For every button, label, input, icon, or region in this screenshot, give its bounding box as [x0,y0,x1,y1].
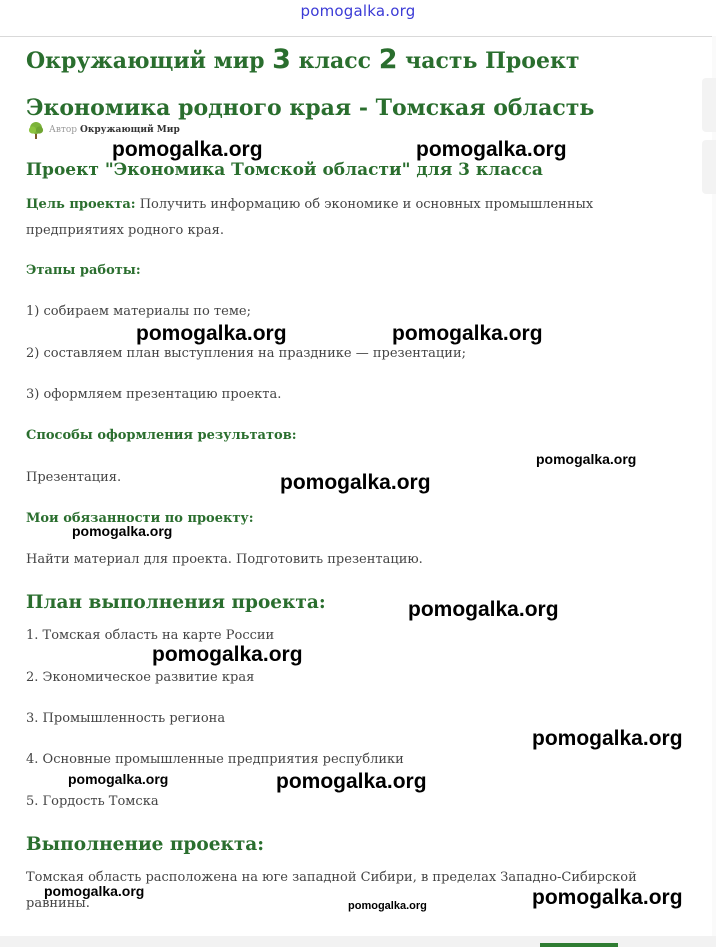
watermark: pomogalka.org [280,471,431,494]
watermark: pomogalka.org [72,523,173,539]
footer-button[interactable] [540,943,618,947]
stage-item: 2) составляем план выступления на празднике — презентации; [26,346,466,361]
watermark: pomogalka.org [416,138,567,161]
goal-label: Цель проекта: [26,197,136,212]
goal-text: Получить информацию об экономике и основных промышленных предприятиях родного края. [26,197,594,238]
watermark: pomogalka.org [68,771,169,787]
watermark: pomogalka.org [532,727,683,750]
plan-item: 2. Экономическое развитие края [26,670,255,685]
watermark: pomogalka.org [44,883,145,899]
tree-icon [26,120,46,140]
plan-heading: План выполнения проекта: [26,592,326,613]
execution-heading: Выполнение проекта: [26,834,265,855]
watermark: pomogalka.org [532,886,683,909]
plan-item: 3. Промышленность региона [26,711,226,726]
watermark: pomogalka.org [136,322,287,345]
stages-label: Этапы работы: [26,263,141,278]
watermark: pomogalka.org [112,138,263,161]
site-watermark: pomogalka.org [300,2,416,20]
watermark: pomogalka.org [152,643,303,666]
execution-text: Томская область расположена на юге западной Сибири, в пределах Западно-Сибирской равнины. [26,870,637,911]
stage-item: 1) собираем материалы по теме; [26,304,251,319]
plan-item: 5. Гордость Томска [26,794,159,809]
watermark: pomogalka.org [276,770,427,793]
side-tab[interactable] [702,78,716,132]
duties-text: Найти материал для проекта. Подготовить презентацию. [26,552,423,567]
plan-item: 4. Основные промышленные предприятия республики [26,752,404,767]
author-line [26,120,180,140]
watermark: pomogalka.org [348,900,427,912]
side-tab[interactable] [702,140,716,194]
plan-item: 1. Томская область на карте России [26,628,275,643]
watermark: pomogalka.org [392,322,543,345]
methods-text: Презентация. [26,470,122,485]
watermark: pomogalka.org [536,451,637,467]
project-goal [26,192,666,244]
methods-label: Способы оформления результатов: [26,428,297,443]
author-label: Автор [49,125,78,135]
stage-item: 3) оформляем презентацию проекта. [26,387,282,402]
project-heading: Проект "Экономика Томской области" для 3 класса [26,160,543,180]
author-name[interactable]: Окружающий Мир [80,125,180,135]
duties-label: Мои обязанности по проекту: [26,511,254,526]
page-title: Окружающий мир 3 класс 2 часть Проект Экономика родного края - Томская область [26,44,595,121]
watermark: pomogalka.org [408,598,559,621]
